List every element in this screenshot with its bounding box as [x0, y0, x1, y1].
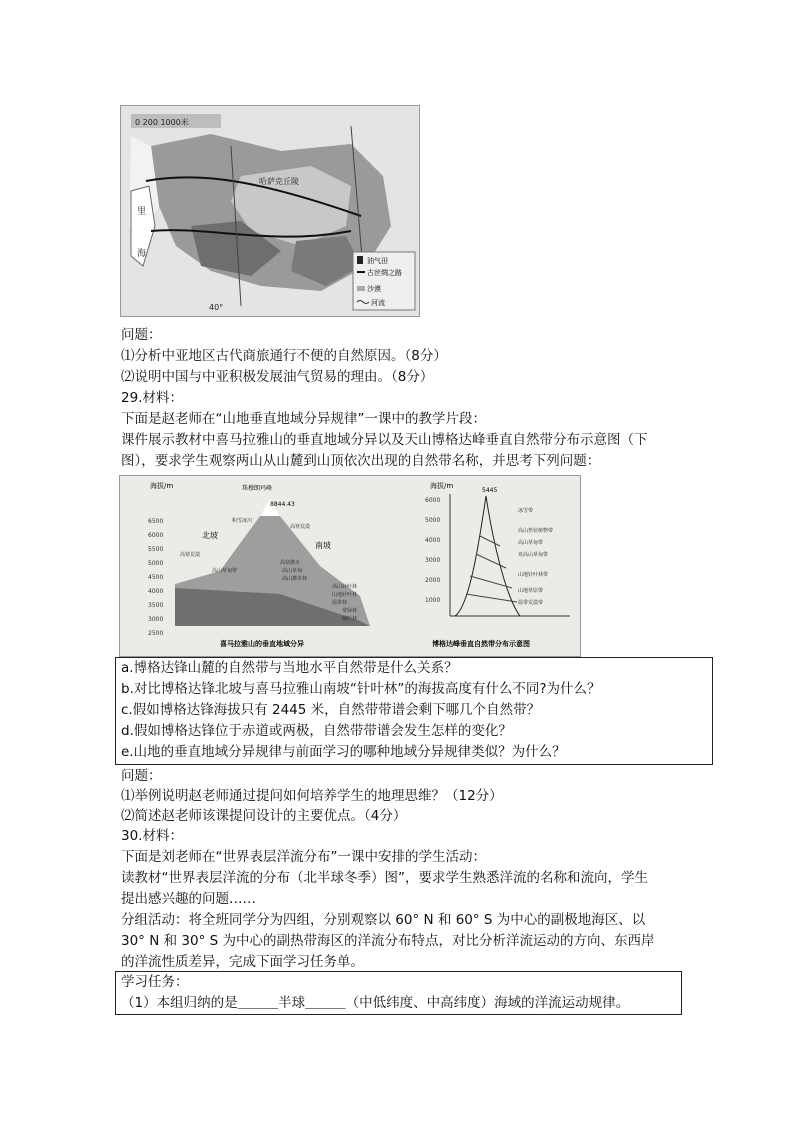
- bogda-zone-label: 冰雪带: [518, 508, 534, 514]
- q30-paragraph: 的洋流性质差异，完成下面学习任务单。: [121, 954, 364, 970]
- right-tick: 3000: [425, 557, 441, 564]
- q29-heading: 问题：: [121, 768, 162, 784]
- bogda-zone-label: 山地草原带: [518, 588, 544, 594]
- right-axis-title: 海拔/m: [430, 482, 454, 490]
- q30-paragraph: 分组活动：将全班同学分为四组，分别观察以 60° N 和 60° S 为中心的副极地海区、以: [121, 912, 646, 928]
- right-tick: 2000: [425, 577, 441, 584]
- task-box: [115, 971, 682, 1015]
- question-box: [115, 657, 713, 765]
- left-figure-caption: 喜马拉雅山的垂直地域分异: [220, 640, 304, 648]
- left-tick: 4500: [148, 574, 164, 581]
- q29-intro: 下面是赵老师在“山地垂直地域分异规律”一课中的教学片段：: [121, 411, 486, 427]
- himalaya-zone-label: 高山草甸: [282, 568, 303, 574]
- oilfield-legend-icon: [357, 256, 363, 264]
- left-tick: 5500: [148, 546, 164, 553]
- left-tick: 3000: [148, 616, 164, 623]
- right-tick: 1000: [425, 597, 441, 604]
- box-item: c.假如博格达锋海拔只有 2445 米，自然带带谱会剩下哪几个自然带？: [121, 702, 541, 718]
- south-slope-label: 南坡: [315, 541, 331, 550]
- q29-paragraph: 课件展示教材中喜马拉雅山的垂直地域分异以及天山博格达峰垂直自然带分布示意图（下: [121, 432, 648, 448]
- himalaya-zone-label: 高山灌木林: [282, 576, 308, 582]
- bogda-zone-label: 高山垫状植物带: [518, 528, 554, 534]
- q30-number: 30.材料：: [121, 828, 183, 844]
- bogda-peak-height: 5445: [482, 487, 498, 494]
- q29-question-1: ⑴举例说明赵老师通过提问如何培养学生的地理思维？（12分）: [121, 788, 503, 804]
- map-edge-label: 里: [137, 207, 147, 217]
- map-legend-item: 沙漠: [367, 285, 381, 293]
- q30-paragraph: 读教材“世界表层洋流的分布（北半球冬季）图”，要求学生熟悉洋流的名称和流向，学生: [121, 870, 648, 886]
- q30-paragraph: 提出感兴趣的问题……: [121, 891, 256, 907]
- bogda-zone-label: 高山草甸带: [518, 540, 544, 546]
- q30-intro: 下面是刘老师在“世界表层洋流分布”一课中安排的学生活动：: [121, 849, 486, 865]
- right-figure-caption: 博格达峰垂直自然带分布示意图: [432, 640, 530, 648]
- himalaya-zone-label: 高山针叶林: [332, 584, 358, 590]
- map-legend-item: 河流: [371, 299, 385, 307]
- q28-question-1: ⑴分析中亚地区古代商旅通行不便的自然原因。（8分）: [121, 348, 447, 364]
- right-tick: 5000: [425, 517, 441, 524]
- left-tick: 3500: [148, 602, 164, 609]
- left-axis-title: 海拔/m: [150, 482, 174, 490]
- q30-paragraph: 30° N 和 30° S 为中心的副热带海区的洋流分布特点，对比分析洋流运动的方向、东西岸: [121, 933, 655, 949]
- peak-height: 8844.43: [270, 501, 295, 508]
- mountain-zones-figure: [119, 475, 581, 657]
- map-region-label: 哈萨克丘陵: [259, 177, 299, 186]
- peak-label: 珠穆朗玛峰: [242, 485, 273, 492]
- q29-number: 29.材料：: [121, 390, 183, 406]
- left-tick: 6500: [148, 518, 164, 525]
- box-item: b.对比博格达锋北坡与喜马拉雅山南坡“针叶林”的海拔高度有什么不同?为什么？: [121, 681, 601, 697]
- left-tick: 2500: [148, 630, 164, 637]
- map-edge-label: 海: [137, 249, 147, 259]
- bogda-zone-label: 温带荒漠带: [518, 600, 544, 606]
- task-item: （1）本组归纳的是＿＿＿半球＿＿＿（中低纬度、中高纬度）海域的洋流运动规律。: [121, 995, 630, 1011]
- mountain-graphic: [120, 476, 580, 656]
- box-item: d.假如博格达锋位于赤道或两极，自然带带谱会发生怎样的变化？: [121, 723, 512, 739]
- bogda-zone-label: 山地针叶林带: [518, 572, 549, 578]
- box-item: e.山地的垂直地域分异规律与前面学习的哪种地域分异规律类似？为什么？: [121, 744, 566, 760]
- desert-legend-icon: [357, 286, 365, 291]
- q28-heading: 问题：: [121, 327, 162, 343]
- task-title: 学习任务：: [121, 974, 189, 990]
- himalaya-zone-label: 温带林: [332, 600, 348, 606]
- right-tick: 4000: [425, 537, 441, 544]
- box-item: a.博格达锋山麓的自然带与当地水平自然带是什么关系？: [121, 660, 458, 676]
- map-edge-label: 40°: [209, 303, 224, 312]
- left-tick: 5000: [148, 560, 164, 567]
- q29-question-2: ⑵简述赵老师该课提问设计的主要优点。（4分）: [121, 808, 407, 824]
- map-scale: 0 200 1000米: [135, 118, 189, 127]
- himalaya-zone-label: 高山草甸带: [212, 568, 238, 574]
- right-tick: 6000: [425, 497, 441, 504]
- q29-paragraph: 图），要求学生观察两山从山麓到山顶依次出现的自然带名称，并思考下列问题：: [121, 453, 601, 469]
- himalaya-zone-label: 高寒荒漠: [180, 552, 201, 558]
- himalaya-zone-label: 积雪冰川: [232, 518, 253, 524]
- map-legend-item: 油气田: [367, 257, 388, 265]
- left-tick: 4000: [148, 588, 164, 595]
- himalaya-zone-label: 常绿林: [342, 608, 358, 614]
- himalaya-zone-label: 高寒荒漠: [290, 524, 311, 530]
- central-asia-map: [120, 105, 420, 317]
- left-tick: 6000: [148, 532, 164, 539]
- map-graphic: [121, 106, 419, 316]
- q28-question-2: ⑵说明中国与中亚积极发展油气贸易的理由。（8分）: [121, 369, 434, 385]
- bogda-zone-label: 亚高山草甸带: [518, 552, 549, 558]
- himalaya-zone-label: 高寒灌木: [280, 560, 301, 566]
- north-slope-label: 北坡: [202, 531, 218, 540]
- map-legend-item: 古丝绸之路: [367, 269, 402, 277]
- himalaya-zone-label: 阔叶林: [342, 616, 358, 622]
- himalaya-zone-label: 山地针叶林: [332, 592, 358, 598]
